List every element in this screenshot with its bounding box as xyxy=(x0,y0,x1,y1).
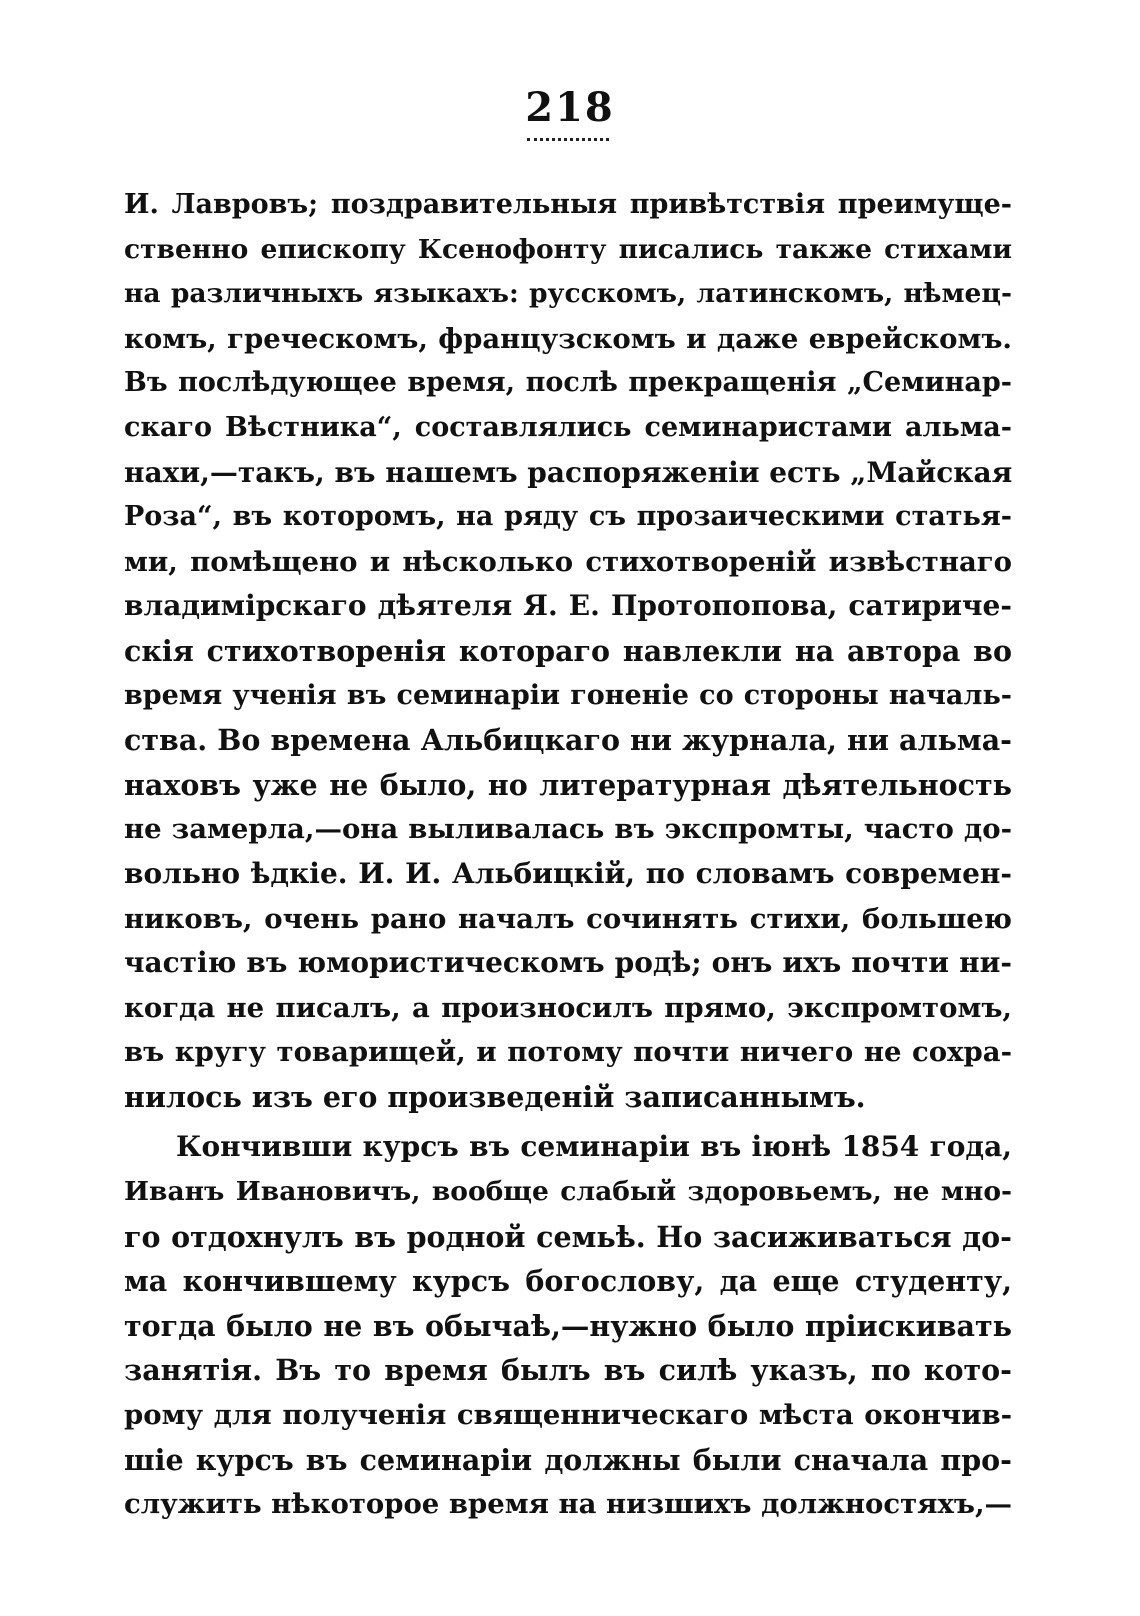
text-line: Кончивши курсъ въ семинаріи въ іюнѣ 1854 года, xyxy=(176,1130,1012,1164)
text-line: ства. Во времена Альбицкаго ни журнала, ни альма- xyxy=(124,723,1012,758)
text-line: въ кругу товарищей, и потому почти ничего не сохра- xyxy=(124,1036,1012,1069)
paragraph xyxy=(124,1125,1012,1526)
text-line: шіе курсъ въ семинаріи должны были сначала про- xyxy=(124,1442,1012,1477)
text-line: скія стихотворенія котораго навлекли на автора во xyxy=(124,633,1012,668)
text-line: ми, помѣщено и нѣсколько стихотвореній извѣстнаго xyxy=(124,545,1012,578)
text-line: никовъ, очень рано началъ сочинять стихи, большею xyxy=(124,902,1012,935)
text-line: когда не писалъ, а произносилъ прямо, экспромтомъ, xyxy=(124,991,1012,1024)
text-line: занятія. Въ то время былъ въ силѣ указъ, по кото- xyxy=(124,1353,1012,1388)
text-line: частію въ юмористическомъ родѣ; онъ ихъ почти ни- xyxy=(124,946,1012,980)
text-line: время ученія въ семинаріи гоненіе со стороны началь- xyxy=(124,679,1012,711)
text-line: нахи,—такъ, въ нашемъ распоряженіи есть „Майская xyxy=(124,455,1012,489)
text-line: владимірскаго дѣятеля Я. Е. Протопопова, сатириче- xyxy=(124,589,1012,623)
text-line: нилось изъ его произведеній записаннымъ. xyxy=(124,1079,866,1114)
text-line: наховъ уже не было, но литературная дѣятельность xyxy=(124,767,1012,802)
text-line: рому для полученія священническаго мѣста окончив- xyxy=(124,1399,1012,1432)
paragraph xyxy=(124,183,1012,1119)
text-line: ма кончившему курсъ богослову, да еще студенту, xyxy=(124,1264,1012,1299)
text-line: тогда было не въ обычаѣ,—нужно было пріискивать xyxy=(124,1308,1012,1343)
text-line: вольно ѣдкіе. И. И. Альбицкій, по словамъ современ- xyxy=(124,856,1012,890)
text-line: служить нѣкоторое время на низшихъ должностяхъ,— xyxy=(124,1488,1012,1521)
text-line: го отдохнулъ въ родной семьѣ. Но засиживаться до- xyxy=(124,1219,1012,1254)
text-line: ственно епископу Ксенофонту писались также стихами xyxy=(124,233,1012,265)
text-line: не замерла,—она выливалась въ экспромты, часто до- xyxy=(124,813,1012,846)
text-line: на различныхъ языкахъ: русскомъ, латинскомъ, нѣмец- xyxy=(124,278,1012,310)
text-line: комъ, греческомъ, французскомъ и даже еврейскомъ. xyxy=(124,322,1012,355)
text-line: Въ послѣдующее время, послѣ прекращенія „Семинар- xyxy=(124,367,1012,399)
page-number: 218 xyxy=(525,84,615,131)
text-line: Иванъ Ивановичъ, вообще слабый здоровьемъ, не мно- xyxy=(124,1176,1012,1208)
text-line: скаго Вѣстника“, составлялись семинаристами альма- xyxy=(124,411,1012,443)
text-line: И. Лавровъ; поздравительныя привѣтствія преимуще- xyxy=(124,189,1012,220)
body-text xyxy=(124,183,1012,1527)
page-number-rule xyxy=(527,138,609,141)
text-line: Роза“, въ которомъ, на ряду съ прозаическими статья- xyxy=(124,501,1012,533)
